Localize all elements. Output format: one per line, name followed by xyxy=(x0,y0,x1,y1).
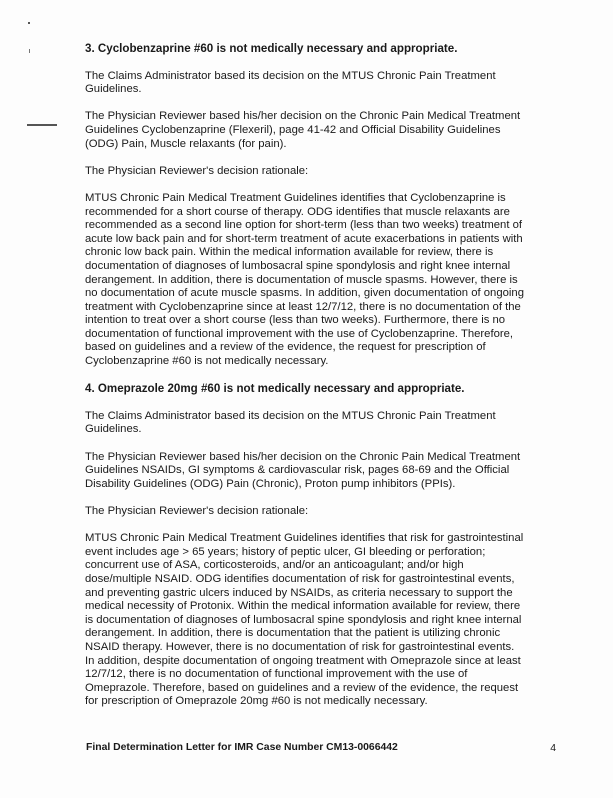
rationale-label: The Physician Reviewer's decision rationale: xyxy=(85,505,309,517)
text-line: concurrent use of ASA, corticosteroids, and/or an anticoagulant; and/or high xyxy=(85,559,464,572)
text-line: dose/multiple NSAID. ODG identifies documentation of risk for gastrointestinal events, xyxy=(85,572,515,585)
reviewer-basis-paragraph xyxy=(85,451,545,492)
footer-title: Final Determination Letter for IMR Case Number CM13-0066442 xyxy=(86,742,398,753)
text-line: Guidelines. xyxy=(85,83,142,96)
text-line: recommended as a second line option for short-term (less than two weeks) treatment of xyxy=(85,219,523,232)
claims-administrator-paragraph xyxy=(85,70,545,97)
text-line: The Claims Administrator based its decision on the MTUS Chronic Pain Treatment xyxy=(85,69,496,82)
text-line: Cyclobenzaprine #60 is not medically necessary. xyxy=(85,355,329,368)
text-line: based on guidelines and a review of the evidence, the request for prescription of xyxy=(85,341,486,354)
page-number: 4 xyxy=(550,743,556,754)
text-line: intention to treat over a short course (less than two weeks). Furthermore, there is no xyxy=(85,314,506,327)
text-line: for prescription of Omeprazole 20mg #60 is not medically necessary. xyxy=(85,695,428,708)
text-line: acute low back pain and for short-term treatment of acute exacerbations in patients with xyxy=(85,232,523,245)
text-line: Guidelines NSAIDs, GI symptoms & cardiovascular risk, pages 68-69 and the Official xyxy=(85,464,510,477)
text-line: The Physician Reviewer based his/her decision on the Chronic Pain Medical Treatment xyxy=(85,450,521,463)
text-line: medical necessity of Protonix. Within the medical information available for review, there xyxy=(85,600,521,613)
text-line: 12/7/12, there is no documentation of functional improvement with the use of xyxy=(85,668,468,681)
text-line: In addition, despite documentation of ongoing treatment with Omeprazole since at least xyxy=(85,654,521,667)
rationale-paragraph xyxy=(85,532,545,709)
text-line: recommended for a short course of therapy. ODG identifies that muscle relaxants are xyxy=(85,205,510,218)
text-line: Guidelines Cyclobenzaprine (Flexeril), page 41-42 and Official Disability Guidelines xyxy=(85,123,501,136)
rationale-paragraph xyxy=(85,192,545,369)
text-line: derangement. In addition, there is documentation that the patient is utilizing chronic xyxy=(85,627,501,640)
text-line: treatment with Cyclobenzaprine since at least 12/7/12, there is no documentation of the xyxy=(85,300,521,313)
document-body xyxy=(85,42,545,723)
section-heading: 4. Omeprazole 20mg #60 is not medically necessary and appropriate. xyxy=(85,382,465,396)
text-line: MTUS Chronic Pain Medical Treatment Guidelines identifies that risk for gastrointestinal xyxy=(85,532,524,545)
reviewer-basis-paragraph xyxy=(85,110,545,151)
text-line: event includes age > 65 years; history of peptic ulcer, GI bleeding or perforation; xyxy=(85,545,486,558)
text-line: MTUS Chronic Pain Medical Treatment Guidelines identifies that Cyclobenzaprine is xyxy=(85,191,506,204)
text-line: documentation of diagnoses of lumbosacral spine spondylosis and right knee internal xyxy=(85,259,511,272)
scan-artifact-dot xyxy=(28,22,30,24)
text-line: and preventing gastric ulcers induced by NSAIDs, as criteria necessary to support the xyxy=(85,586,513,599)
section-omeprazole xyxy=(85,382,545,709)
text-line: (ODG) Pain, Muscle relaxants (for pain). xyxy=(85,137,287,150)
page-footer xyxy=(86,742,556,753)
text-line: no documentation of acute muscle spasms. In addition, given documentation of ongoing xyxy=(85,287,524,300)
text-line: documentation of functional improvement with the use of Cyclobenzaprine. Therefore, xyxy=(85,327,514,340)
text-line: Guidelines. xyxy=(85,423,142,436)
margin-dash-mark xyxy=(27,124,57,126)
text-line: The Physician Reviewer based his/her decision on the Chronic Pain Medical Treatment xyxy=(85,110,521,123)
text-line: The Claims Administrator based its decision on the MTUS Chronic Pain Treatment xyxy=(85,409,496,422)
section-cyclobenzaprine xyxy=(85,42,545,369)
text-line: NSAID therapy. However, there is no documentation of risk for gastrointestinal events. xyxy=(85,640,515,653)
text-line: derangement. In addition, there is documentation of muscle spasms. However, there is xyxy=(85,273,518,286)
claims-administrator-paragraph xyxy=(85,410,545,437)
section-heading: 3. Cyclobenzaprine #60 is not medically necessary and appropriate. xyxy=(85,42,458,55)
rationale-label: The Physician Reviewer's decision rationale: xyxy=(85,164,309,177)
text-line: Omeprazole. Therefore, based on guidelines and a review of the evidence, the request xyxy=(85,681,519,694)
text-line: chronic low back pain. Within the medical information available for review, there is xyxy=(85,246,494,259)
text-line: is documentation of diagnoses of lumbosacral spine spondylosis and right knee internal xyxy=(85,613,522,626)
scan-artifact-tick xyxy=(29,49,30,53)
text-line: Disability Guidelines (ODG) Pain (Chronic), Proton pump inhibitors (PPIs). xyxy=(85,477,456,490)
